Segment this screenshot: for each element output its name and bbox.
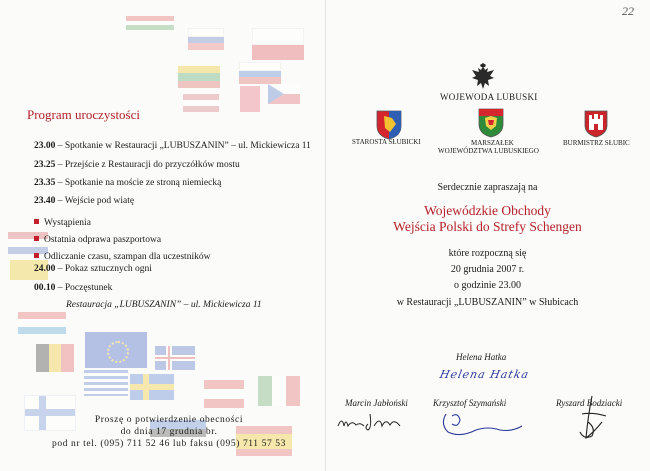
bullet-text: Ostatnia odprawa paszportowa (44, 235, 162, 245)
schedule-time: 24.00 (34, 264, 56, 274)
signature-bodziacki-icon (572, 392, 612, 446)
flag-latvia-icon (183, 94, 219, 112)
bullet-text: Odliczanie czasu, szampan dla uczestników (44, 252, 211, 262)
flag-iceland-icon (155, 346, 195, 370)
event-time: o godzinie 23.00 (454, 280, 521, 291)
page-number: 22 (622, 4, 634, 18)
schedule-item (34, 283, 112, 293)
signer-name-szymanski: Krzysztof Szymański (433, 398, 507, 408)
signer-name-hatka: Helena Hatka (456, 352, 507, 362)
center-fold (325, 0, 326, 471)
flag-italy-icon (258, 376, 300, 406)
schedule-item (34, 196, 134, 206)
schedule-text: – Spotkanie na moście ze stroną niemiecką (55, 178, 222, 188)
flag-sweden-icon (130, 374, 174, 400)
program-title: Program uroczystości (27, 107, 141, 122)
slubice-county-coat-icon (376, 110, 402, 140)
signature-szymanski-icon (438, 406, 528, 440)
flag-slovakia-icon (188, 28, 224, 50)
schedule-item (34, 264, 152, 274)
program-bullet (34, 252, 210, 262)
schedule-text: – Pokaz sztucznych ogni (55, 264, 152, 274)
venue-address: Restauracja „LUBUSZANIN” – ul. Mickiewicza 11 (66, 300, 262, 310)
flag-poland-icon (252, 28, 304, 60)
rsvp-line-3: pod nr tel. (095) 711 52 46 lub faksu (095) 711 57 53 (52, 439, 286, 449)
schedule-text: – Poczęstunek (55, 283, 113, 293)
host-label-burmistrz: BURMISTRZ SŁUBIC (563, 139, 630, 147)
rsvp-line-1: Proszę o potwierdzenie obecności (94, 415, 244, 425)
flag-slovenia-icon (239, 62, 281, 84)
schedule-time: 23.35 (34, 178, 56, 188)
host-label-marszalek-2: WOJEWÓDZTWA LUBUSKIEGO (438, 147, 539, 155)
event-title-2: Wejścia Polski do Strefy Schengen (393, 219, 582, 234)
wojewoda-title: WOJEWODA LUBUSKI (440, 92, 538, 102)
lubuskie-voivodeship-coat-icon (478, 108, 504, 138)
bullet-square-icon (34, 236, 39, 241)
flag-austria-icon (204, 380, 244, 408)
flag-greece-icon (84, 370, 128, 396)
event-venue: w Restauracji „LUBUSZANIN” w Słubicach (396, 297, 579, 308)
event-title-1: Wojewódzkie Obchody (424, 203, 551, 218)
flag-lithuania-icon (178, 66, 220, 88)
bullet-square-icon (34, 253, 39, 258)
flag-red-stripe-icon (240, 86, 260, 112)
schedule-time: 00.10 (34, 283, 56, 293)
flag-eu-icon (85, 332, 147, 368)
schedule-time: 23.25 (34, 160, 56, 170)
flag-hungary-icon (126, 16, 174, 30)
signer-name-bodziacki: Ryszard Bodziacki (556, 398, 623, 408)
schedule-item (34, 160, 240, 170)
program-bullet (34, 218, 91, 228)
schedule-item (34, 178, 221, 188)
event-line-1: które rozpoczną się (448, 248, 527, 259)
flag-czech-icon (268, 84, 300, 104)
flag-finland-icon (24, 395, 76, 431)
schedule-time: 23.00 (34, 141, 56, 151)
schedule-time: 23.40 (34, 196, 56, 206)
schedule-text: – Spotkanie w Restauracji „LUBUSZANIN” – ul. Mickiewicza 11 (55, 141, 311, 151)
signer-name-jablonski: Marcin Jabłoński (345, 398, 408, 408)
signature-jablonski-icon (334, 408, 408, 434)
flag-belgium-icon (36, 344, 74, 372)
flag-luxembourg-icon (18, 312, 66, 334)
event-date: 20 grudnia 2007 r. (450, 264, 525, 275)
schedule-text: – Wejście pod wiatę (55, 196, 135, 206)
bullet-square-icon (34, 219, 39, 224)
host-label-starosta: STAROSTA SŁUBICKI (352, 138, 421, 146)
schedule-item (34, 141, 311, 151)
handwritten-signature-hatka: Helena Hatka (438, 368, 531, 381)
program-bullet (34, 235, 161, 245)
greeting-text: Serdecznie zapraszają na (437, 182, 538, 193)
polish-eagle-icon (468, 62, 498, 92)
schedule-text: – Przejście z Restauracji do przyczółków mostu (55, 160, 240, 170)
bullet-text: Wystąpienia (44, 218, 91, 228)
rsvp-line-2: do dnia 17 grudnia br. (120, 427, 218, 437)
host-label-marszalek-1: MARSZAŁEK (471, 139, 514, 147)
slubice-town-coat-icon (584, 110, 608, 138)
